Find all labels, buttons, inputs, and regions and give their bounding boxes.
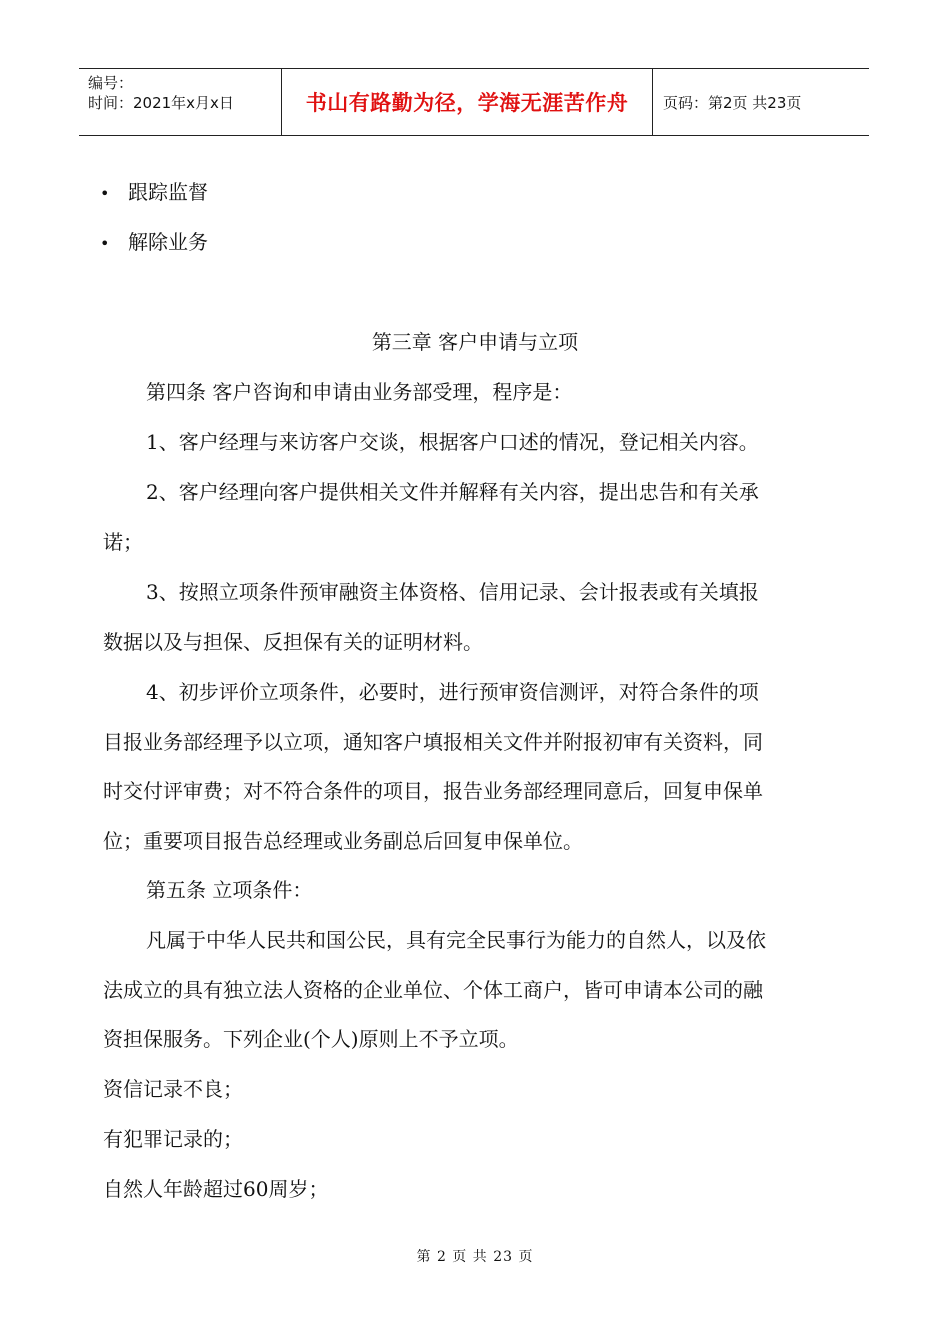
bullet-icon: •	[100, 184, 110, 203]
paragraph-line: 位；重要项目报告总经理或业务副总后回复申保单位。	[103, 829, 583, 853]
paragraph-line: 法成立的具有独立法人资格的企业单位、个体工商户，皆可申请本公司的融	[103, 978, 763, 1002]
document-header	[79, 68, 869, 136]
chapter-title: 第三章 客户申请与立项	[371, 330, 579, 354]
paragraph-line: 自然人年龄超过60周岁；	[103, 1177, 329, 1201]
bullet-text: 跟踪监督	[128, 180, 208, 204]
header-page-info: 页码：第2页 共23页	[663, 93, 802, 112]
paragraph-line: 4、初步评价立项条件，必要时，进行预审资信测评，对符合条件的项	[146, 680, 759, 704]
paragraph-line: 3、按照立项条件预审融资主体资格、信用记录、会计报表或有关填报	[146, 580, 759, 604]
page-footer: 第 2 页 共 23 页	[416, 1249, 534, 1265]
paragraph-line: 2、客户经理向客户提供相关文件并解释有关内容，提出忠告和有关承	[146, 480, 759, 504]
paragraph-line: 有犯罪记录的；	[103, 1127, 243, 1151]
header-motto: 书山有路勤为径，学海无涯苦作舟	[281, 69, 653, 135]
paragraph-line: 数据以及与担保、反担保有关的证明材料。	[103, 630, 483, 654]
bullet-text: 解除业务	[128, 230, 208, 254]
paragraph-line: 凡属于中华人民共和国公民，具有完全民事行为能力的自然人，以及依	[146, 928, 766, 952]
paragraph-line: 目报业务部经理予以立项，通知客户填报相关文件并附报初审有关资料，同	[103, 730, 763, 754]
paragraph-line: 资担保服务。下列企业(个人)原则上不予立项。	[103, 1027, 519, 1051]
header-meta	[79, 69, 281, 135]
bullet-icon: •	[100, 234, 110, 253]
article-heading: 第五条 立项条件：	[146, 878, 313, 902]
paragraph-line: 资信记录不良；	[103, 1077, 243, 1101]
paragraph-line: 时交付评审费；对不符合条件的项目，报告业务部经理同意后，回复申保单	[103, 779, 763, 803]
paragraph-line: 诺；	[103, 530, 143, 554]
number-label: 编号：	[88, 74, 134, 92]
bullet-item	[100, 178, 208, 208]
time-label: 时间：2021年x月x日	[88, 94, 234, 112]
bullet-item	[100, 228, 208, 258]
article-heading: 第四条 客户咨询和申请由业务部受理，程序是：	[146, 380, 573, 404]
paragraph-line: 1、客户经理与来访客户交谈，根据客户口述的情况，登记相关内容。	[146, 430, 759, 454]
